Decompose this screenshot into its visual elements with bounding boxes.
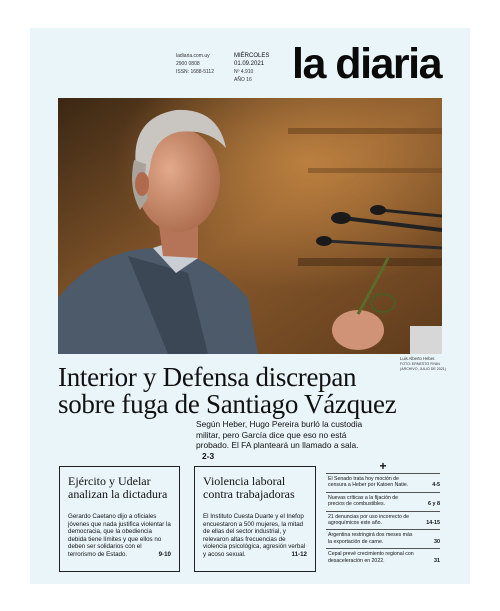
caption-name: Luis Alberto Heber.: [400, 356, 436, 361]
brief-item[interactable]: [326, 492, 440, 511]
brief-pages: 31: [434, 557, 440, 564]
briefs-column: [326, 461, 440, 567]
masthead-issue-info: [234, 52, 269, 84]
story-body-text: Gerardo Caetano dijo a oficiales jóvenes que nada justifica violentar la democracia, que la obediencia debida tiene límites y que ellos no deben ser solidarios con el terrorismo de Estado.: [68, 513, 171, 558]
front-page: [30, 28, 470, 584]
story-body: [68, 513, 171, 559]
newspaper-logo: la diaria: [292, 40, 442, 88]
brief-text: Nuevas críticas a la fijación de precios de combustibles.: [328, 494, 399, 508]
brief-text: 21 denuncias por uso incorrecto de agroquímicos este año.: [328, 513, 410, 527]
cover-photo-illustration: [58, 98, 442, 354]
story-pages: 9-10: [158, 550, 171, 558]
story-box-dictadura[interactable]: [59, 466, 180, 572]
brief-text: Argentina restringirá dos meses más la exportación de carne.: [328, 532, 413, 545]
brief-pages: 6 y 8: [428, 501, 440, 508]
issue-day: MIÉRCOLES: [234, 53, 270, 59]
brief-text: El Senado trata hoy moción de censura a Heber por Katoen Natie.: [328, 476, 409, 489]
brief-pages: 14-15: [426, 520, 440, 527]
main-headline-line-1: Interior y Defensa discrepan: [58, 362, 357, 392]
main-headline-line-2: sobre fuga de Santiago Vázquez: [58, 389, 397, 419]
issn-text: ISSN: 1688-5112: [176, 69, 214, 75]
story-title: Violencia laboral contra trabajadoras: [203, 474, 295, 501]
caption-credit: FOTO: ERNESTO RYAN: [400, 361, 440, 366]
main-lede-text: Según Heber, Hugo Pereira burló la custodia militar, pero García dice que eso no está probado. El FA planteará un llamado a sala.: [196, 419, 363, 450]
story-body-text: El Instituto Cuesta Duarte y el Inefop encuestaron a 500 mujeres, la mitad de ellas del sector industrial, y relevaron altas frecuencias de violencia psicológica, agresión verbal y acoso sexual.: [203, 513, 306, 558]
story-pages: 11-12: [291, 550, 307, 558]
caption-credit-date: (ARCHIVO, JULIO DE 2021): [400, 367, 446, 371]
phone-text: 2900 0808: [176, 61, 200, 67]
main-lede: [196, 419, 372, 461]
issue-year: AÑO 16: [234, 77, 252, 83]
website-text[interactable]: ladiaria.com.uy: [176, 53, 210, 59]
plus-icon: +: [379, 459, 387, 473]
brief-text: Cepal prevé crecimiento regional con desaceleración en 2022.: [328, 551, 414, 564]
cover-photo: [58, 98, 442, 354]
brief-pages: 4-5: [432, 482, 440, 489]
story-body: [203, 513, 307, 559]
brief-item[interactable]: [326, 548, 440, 567]
masthead-contact: [176, 52, 214, 76]
story-title: Ejército y Udelar analizan la dictadura: [68, 474, 168, 501]
issue-number: Nº 4.910: [234, 69, 254, 75]
brief-pages: 30: [434, 538, 440, 545]
brief-item[interactable]: [326, 511, 440, 530]
issue-date: 01.09.2021: [234, 61, 265, 67]
story-box-violencia-laboral[interactable]: [194, 466, 316, 572]
main-story-pages: 2-3: [202, 450, 215, 461]
brief-item[interactable]: [326, 473, 440, 492]
brief-item[interactable]: [326, 529, 440, 548]
